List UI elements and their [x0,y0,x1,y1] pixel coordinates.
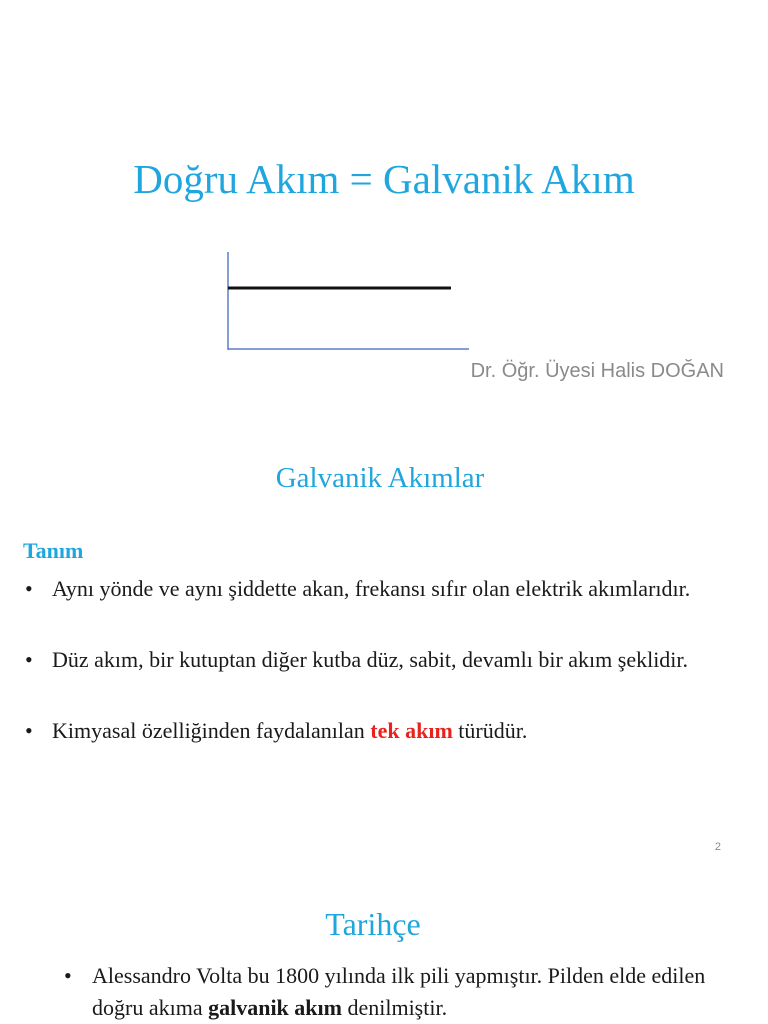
list-item-text-pre: Alessandro Volta bu 1800 yılında ilk pili yapmıştır. Pilden elde edilen doğru akıma [92,963,706,1020]
slide-history [0,865,768,1024]
list-item-text-post: türüdür. [452,718,528,743]
bold-text: galvanik akım [208,995,342,1020]
list-item [64,960,734,1024]
page-number: 2 [714,841,721,853]
bullet-icon: • [25,718,33,743]
definition-list [22,573,712,786]
list-item-text: Düz akım, bir kutuptan diğer kutba düz, sabit, devamlı bir akım şeklidir. [52,647,689,672]
dc-current-graph [222,250,472,354]
list-item-text-post: denilmiştir. [341,995,448,1020]
bullet-icon: • [25,576,33,601]
slide-title [0,0,768,445]
highlight-text: tek akım [370,718,453,743]
list-item-text: Aynı yönde ve aynı şiddette akan, frekansı sıfır olan elektrik akımlarıdır. [52,576,691,601]
list-item [22,644,712,675]
list-item [22,573,712,604]
author-name: Dr. Öğr. Üyesi Halis DOĞAN [470,360,724,382]
definition-subheading: Tanım [23,538,84,563]
slide-title-heading: Doğru Akım = Galvanik Akım [133,156,635,202]
list-item [22,715,712,746]
slide-heading: Galvanik Akımlar [275,462,485,494]
bullet-icon: • [25,647,33,672]
bullet-icon: • [64,963,72,988]
slide-galvanic-currents [0,445,768,865]
list-item-text-pre: Kimyasal özelliğinden faydalanılan [52,718,371,743]
slide-heading: Tarihçe [325,906,421,942]
history-list [64,960,734,1024]
